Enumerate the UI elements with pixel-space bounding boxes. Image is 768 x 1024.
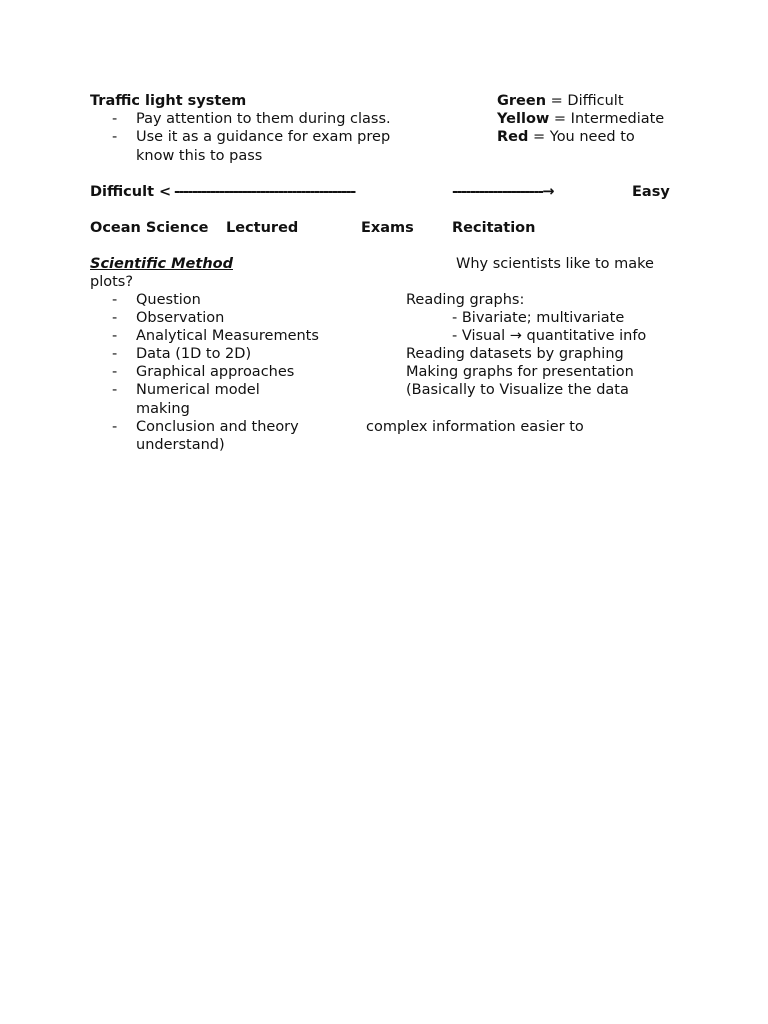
method-step-question: Question bbox=[136, 292, 201, 308]
note-visual-prefix: - Visual bbox=[452, 328, 510, 344]
scientific-method-title: Scientific Method bbox=[90, 256, 233, 272]
note-reading-graphs: Reading graphs: bbox=[406, 292, 525, 308]
legend-green-meaning: = Difficult bbox=[546, 93, 624, 109]
legend-yellow-label: Yellow bbox=[497, 111, 550, 127]
bullet-dash: - bbox=[112, 310, 118, 326]
traffic-bullet-2-cont: know this to pass bbox=[136, 148, 263, 164]
legend-green bbox=[497, 92, 624, 110]
method-step-graphical: Graphical approaches bbox=[136, 364, 295, 380]
method-step-data: Data (1D to 2D) bbox=[136, 346, 252, 362]
traffic-bullet-1: Pay attention to them during class. bbox=[136, 111, 391, 127]
note-bivariate: - Bivariate; multivariate bbox=[452, 310, 625, 326]
note-complex: complex information easier to bbox=[366, 419, 584, 435]
bullet-dash: - bbox=[112, 419, 118, 435]
note-making-graphs: Making graphs for presentation bbox=[406, 364, 634, 380]
legend-red-meaning: = You need to bbox=[528, 129, 635, 145]
category-recitation: Recitation bbox=[452, 220, 536, 236]
scale-dashes-right-text: -------------------- bbox=[452, 184, 543, 200]
bullet-dash: - bbox=[112, 382, 118, 398]
traffic-bullet-2: Use it as a guidance for exam prep bbox=[136, 129, 391, 145]
bullet-dash: - bbox=[112, 328, 118, 344]
method-step-conclusion: Conclusion and theory bbox=[136, 419, 299, 435]
method-step-observation: Observation bbox=[136, 310, 225, 326]
legend-red bbox=[497, 128, 635, 146]
bullet-dash: - bbox=[112, 346, 118, 362]
bullet-dash: - bbox=[112, 111, 118, 127]
bullet-dash: - bbox=[112, 129, 118, 145]
scale-left-label: Difficult < bbox=[90, 184, 172, 200]
category-exams: Exams bbox=[361, 220, 414, 236]
right-arrow-icon: → bbox=[509, 328, 522, 344]
method-step-conclusion-cont: understand) bbox=[136, 437, 225, 453]
why-plots-line2: plots? bbox=[90, 274, 134, 290]
category-lectured: Lectured bbox=[226, 220, 299, 236]
note-basically: (Basically to Visualize the data bbox=[406, 382, 629, 398]
scale-dashes-right bbox=[452, 183, 555, 201]
legend-yellow bbox=[497, 110, 664, 128]
method-step-numerical: Numerical model bbox=[136, 382, 260, 398]
traffic-light-title: Traffic light system bbox=[90, 93, 247, 109]
note-reading-datasets: Reading datasets by graphing bbox=[406, 346, 624, 362]
legend-yellow-meaning: = Intermediate bbox=[549, 111, 665, 127]
method-step-numerical-cont: making bbox=[136, 401, 190, 417]
note-visual-suffix: quantitative info bbox=[521, 328, 647, 344]
legend-green-label: Green bbox=[497, 93, 547, 109]
category-ocean-science: Ocean Science bbox=[90, 220, 209, 236]
note-visual bbox=[452, 327, 646, 345]
legend-red-label: Red bbox=[497, 129, 529, 145]
why-plots-line1: Why scientists like to make bbox=[456, 256, 654, 272]
bullet-dash: - bbox=[112, 292, 118, 308]
method-step-analytical: Analytical Measurements bbox=[136, 328, 319, 344]
right-arrow-icon: → bbox=[542, 184, 555, 200]
scale-dashes-left: ---------------------------------------- bbox=[174, 184, 355, 200]
scale-right-label: Easy bbox=[632, 184, 670, 200]
bullet-dash: - bbox=[112, 364, 118, 380]
